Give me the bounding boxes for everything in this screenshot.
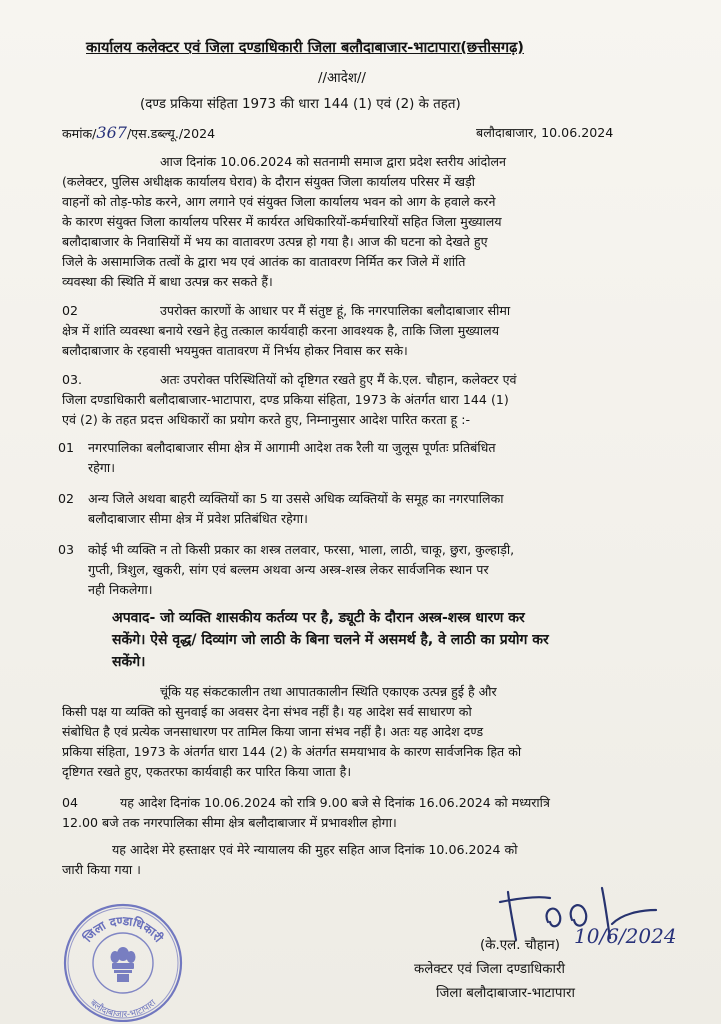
exception-line: सकेंगे। ऐसे वृद्ध/ दिव्यांग जो लाठी के बिना चलने में असमर्थ है, वे लाठी का प्रयोग कर [112, 632, 549, 648]
para1-line: (कलेक्टर, पुलिस अधीक्षक कार्यालय घेराव) के दौरान संयुक्त जिला कार्यालय परिसर में खड़ी [62, 174, 476, 189]
para1-line: के कारण संयुक्त जिला कार्यालय परिसर में कार्यरत अधिकारियों-कर्मचारियों सहित जिला मुख्यालय [62, 214, 502, 229]
item3-line: कोई भी व्यक्ति न तो किसी प्रकार का शस्त्र तलवार, फरसा, भाला, लाठी, चाकू, छुरा, कुल्हाड़ी, [88, 542, 515, 557]
ref-number: 367 [96, 123, 127, 142]
reference-line [62, 125, 215, 142]
para4-line: संबोधित है एवं प्रत्येक जनसाधारण पर तामिल किया जाना संभव नहीं है। अतः यह आदेश दण्ड [62, 724, 484, 739]
item1-line: रहेगा। [88, 460, 115, 475]
order-heading: //आदेश// [318, 71, 366, 86]
office-seal [60, 900, 185, 1022]
para2-line: क्षेत्र में शांति व्यवस्था बनाये रखने हेतु तत्काल कार्यवाही करना आवश्यक है, ताकि जिला मुख्यालय [62, 323, 500, 338]
para1-line: जिले के असामाजिक तत्वों के द्वारा भय एवं आतंक का वातावरण निर्मित कर जिले में शांति [62, 254, 466, 269]
para3-line: जिला दण्डाधिकारी बलौदाबाजार-भाटापारा, दण्ड प्रकिया संहिता, 1973 के अंतर्गत धारा 144 (1) [62, 392, 509, 407]
seal-graphic [60, 900, 185, 1022]
para1-line: बलौदाबाजार के निवासियों में भय का वातावरण उत्पन्न हो गया है। आज की घटना को देखते हुए [62, 234, 488, 249]
exception-line: अपवाद- जो व्यक्ति शासकीय कर्तव्य पर है, ड्यूटी के दौरान अस्त्र-शस्त्र धारण कर [112, 610, 525, 626]
signatory-district: जिला बलौदाबाजार-भाटापारा [436, 986, 575, 1001]
para4-line: प्रकिया संहिता, 1973 के अंतर्गत धारा 144 (2) के अंतर्गत समयाभाव के कारण सार्वजनिक हित को [62, 744, 522, 759]
para5-line: 12.00 बजे तक नगरपालिका सीमा क्षेत्र बलौदाबाजार में प्रभावशील होगा। [62, 815, 397, 830]
signatory-name: (के.एल. चौहान) [480, 938, 560, 953]
svg-text:बलौदाबाजार-भाटापारा [88, 998, 159, 1020]
item2-line: बलौदाबाजार सीमा क्षेत्र में प्रवेश प्रतिबंधित रहेगा। [88, 511, 308, 526]
para6-line: यह आदेश मेरे हस्ताक्षर एवं मेरे न्यायालय की मुहर सहित आज दिनांक 10.06.2024 को [112, 842, 518, 857]
para5-line: यह आदेश दिनांक 10.06.2024 को रात्रि 9.00 बजे से दिनांक 16.06.2024 को मध्यरात्रि [120, 795, 550, 810]
exception-line: सकेंगे। [112, 654, 146, 670]
item1-number: 01 [58, 440, 75, 455]
para1-line: व्यवस्था की स्थिति में बाधा उत्पन्न कर सकते हैं। [62, 274, 273, 289]
svg-text:जिला दण्डाधिकारी [80, 914, 166, 946]
para3-line: अतः उपरोक्त परिस्थितियों को दृष्टिगत रखते हुए मैं के.एल. चौहान, कलेक्टर एवं [160, 372, 517, 387]
para3-number: 03. [62, 372, 83, 387]
para3-line: एवं (2) के तहत प्रदत्त अधिकारों का प्रयोग करते हुए, निम्नानुसार आदेश पारित करता हू :- [62, 412, 471, 427]
para6-line: जारी किया गया । [62, 862, 141, 877]
item3-number: 03 [58, 542, 75, 557]
seal-text-top: जिला दण्डाधिकारी [80, 913, 166, 945]
para1-line: आज दिनांक 10.06.2024 को सतनामी समाज द्वारा प्रदेश स्तरीय आंदोलन [160, 154, 507, 169]
signature-date: 10/6/2024 [574, 924, 677, 948]
office-title: कार्यालय कलेक्टर एवं जिला दण्डाधिकारी जिला बलौदाबाजार-भाटापारा(छत्तीसगढ़) [86, 39, 524, 56]
ref-prefix: कमांक/ [62, 126, 97, 141]
para1-line: वाहनों को तोड़-फोड करने, आग लगाने एवं संयुक्त जिला कार्यालय भवन को आग के हवाले करने [62, 194, 496, 209]
para4-line: चूंकि यह संकटकालीन तथा आपातकालीन स्थिति एकाएक उत्पन्न हुई है और [160, 684, 497, 699]
para4-line: दृष्टिगत रखते हुए, एकतरफा कार्यवाही कर पारित किया जाता है। [62, 764, 352, 779]
seal-text-bottom: बलौदाबाजार-भाटापारा [87, 998, 159, 1021]
item2-line: अन्य जिले अथवा बाहरी व्यक्तियों का 5 या उससे अधिक व्यक्तियों के समूह का नगरपालिका [88, 491, 504, 506]
item1-line: नगरपालिका बलौदाबाजार सीमा क्षेत्र में आगामी आदेश तक रैली या जुलूस पूर्णतः प्रतिबंधित [88, 440, 496, 455]
para2-number: 02 [62, 303, 79, 318]
item2-number: 02 [58, 491, 75, 506]
item3-line: गुप्ती, त्रिशुल, खुकरी, सांग एवं बल्लम अथवा अन्य अस्त्र-शस्त्र लेकर सार्वजनिक स्थान पर [88, 562, 489, 577]
para2-line: बलौदाबाजार के रहवासी भयमुक्त वातावरण में निर्भय होकर निवास कर सके। [62, 343, 408, 358]
place-date: बलौदाबाजार, 10.06.2024 [476, 125, 614, 140]
para2-line: उपरोक्त कारणों के आधार पर मैं संतुष्ट हूं, कि नगरपालिका बलौदाबाजार सीमा [160, 303, 511, 318]
emblem-icon [111, 947, 136, 982]
order-subtitle: (दण्ड प्रकिया संहिता 1973 की धारा 144 (1) एवं (2) के तहत) [140, 97, 461, 112]
item3-line: नही निकलेगा। [88, 582, 153, 597]
ref-suffix: /एस.डब्ल्यू./2024 [126, 126, 216, 141]
para4-line: किसी पक्ष या व्यक्ति को सुनवाई का अवसर देना संभव नहीं है। यह आदेश सर्व साधारण को [62, 704, 472, 719]
para5-number: 04 [62, 795, 79, 810]
signatory-designation: कलेक्टर एवं जिला दण्डाधिकारी [414, 962, 565, 977]
